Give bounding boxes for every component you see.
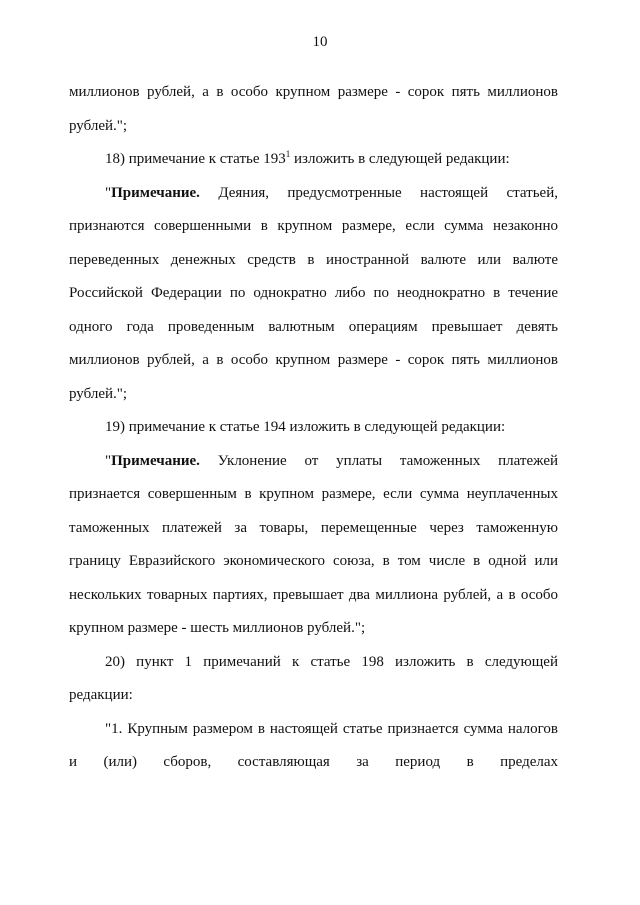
paragraph-continuation: миллионов рублей, а в особо крупном размере - сорок пять миллионов рублей.";	[69, 84, 558, 134]
item-18-text: 18) примечание к статье 193	[105, 151, 286, 167]
paragraph-item-20: 20) пункт 1 примечаний к статье 198 изложить в следующей редакции:	[69, 653, 558, 703]
note-194-heading: Примечание.	[111, 452, 200, 469]
item-18-rest: изложить в следующей редакции:	[290, 151, 510, 167]
paragraph-item-1: "1. Крупным размером в настоящей статье признается сумма налогов и (или) сборов, составляющая за период в пределах	[69, 720, 558, 770]
note-194-quote: "	[105, 452, 112, 469]
page-number: 10	[312, 34, 328, 50]
article-superscript: 1	[285, 149, 291, 159]
note-193-quote: "	[105, 184, 112, 201]
paragraph-item-18	[69, 143, 558, 177]
note-194-text: Уклонение от уплаты таможенных платежей признается совершенным в крупном размере, если сумма неуплаченных таможенных платежей за товары, перемещенные через таможенную границу Евразийского экономического союза, в том числе в одной или нескольких товарных партиях, превышает два миллиона рублей, а в особо крупном размере - шесть миллионов рублей.";	[69, 452, 558, 636]
document-body	[69, 76, 558, 780]
paragraph-note-193	[69, 177, 558, 412]
note-193-text: Деяния, предусмотренные настоящей статьей, признаются совершенными в крупном размере, если сумма незаконно переведенных денежных средств в иностранной валюте или валюте Российской Федерации по однократно либо по неоднократно в течение одного года проведенным валютным операциям превышает девять миллионов рублей, а в особо крупном размере - сорок пять миллионов рублей.";	[69, 184, 558, 402]
paragraph-item-19: 19) примечание к статье 194 изложить в следующей редакции:	[105, 419, 506, 435]
paragraph-note-194	[69, 445, 558, 646]
note-193-heading: Примечание.	[111, 184, 200, 201]
